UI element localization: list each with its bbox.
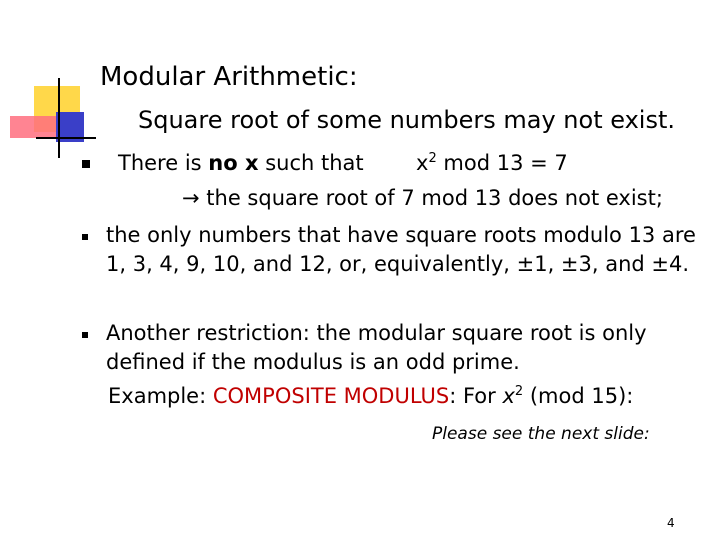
example-x: x xyxy=(502,384,515,408)
bullet-3-line-1: Another restriction: the modular square root is only xyxy=(106,321,647,345)
example-line xyxy=(108,384,633,408)
logo-horizontal-line xyxy=(36,137,96,139)
next-slide-note: Please see the next slide: xyxy=(432,424,650,444)
bullet-marker-1 xyxy=(82,160,90,168)
logo-vertical-line xyxy=(58,78,60,158)
arrow-line xyxy=(182,186,663,210)
bullet-3-line-2: defined if the modulus is an odd prime. xyxy=(106,350,520,374)
arrow-line-text: the square root of 7 mod 13 does not exist; xyxy=(206,186,663,210)
equation-x: x xyxy=(416,151,429,175)
bullet-2-line-2: 1, 3, 4, 9, 10, and 12, or, equivalently, ±1, ±3, and ±4. xyxy=(106,252,690,276)
bullet-marker-3 xyxy=(82,332,88,338)
bullet-2-line-1: the only numbers that have square roots modulo 13 are xyxy=(106,223,696,247)
slide-subtitle: Square root of some numbers may not exist. xyxy=(138,106,675,134)
bullet-marker-2 xyxy=(82,234,88,240)
slide-number: 4 xyxy=(667,516,675,530)
equation-exponent: 2 xyxy=(428,151,437,166)
example-prefix: Example: xyxy=(108,384,213,408)
logo-red-bar xyxy=(10,116,58,138)
arrow-icon: → xyxy=(182,186,200,210)
bullet-1-bold: no x xyxy=(208,151,259,175)
bullet-1-text xyxy=(118,151,364,175)
example-exponent: 2 xyxy=(514,384,524,399)
slide-title: Modular Arithmetic: xyxy=(100,62,358,92)
bullet-1-suffix: such that xyxy=(258,151,364,175)
bullet-1-prefix: There is xyxy=(118,151,209,175)
example-mid: : For xyxy=(449,384,503,408)
example-suffix: (mod 15): xyxy=(523,384,634,408)
equation xyxy=(416,151,568,175)
composite-modulus-label: COMPOSITE MODULUS xyxy=(212,384,450,408)
equation-rest: mod 13 = 7 xyxy=(436,151,568,175)
